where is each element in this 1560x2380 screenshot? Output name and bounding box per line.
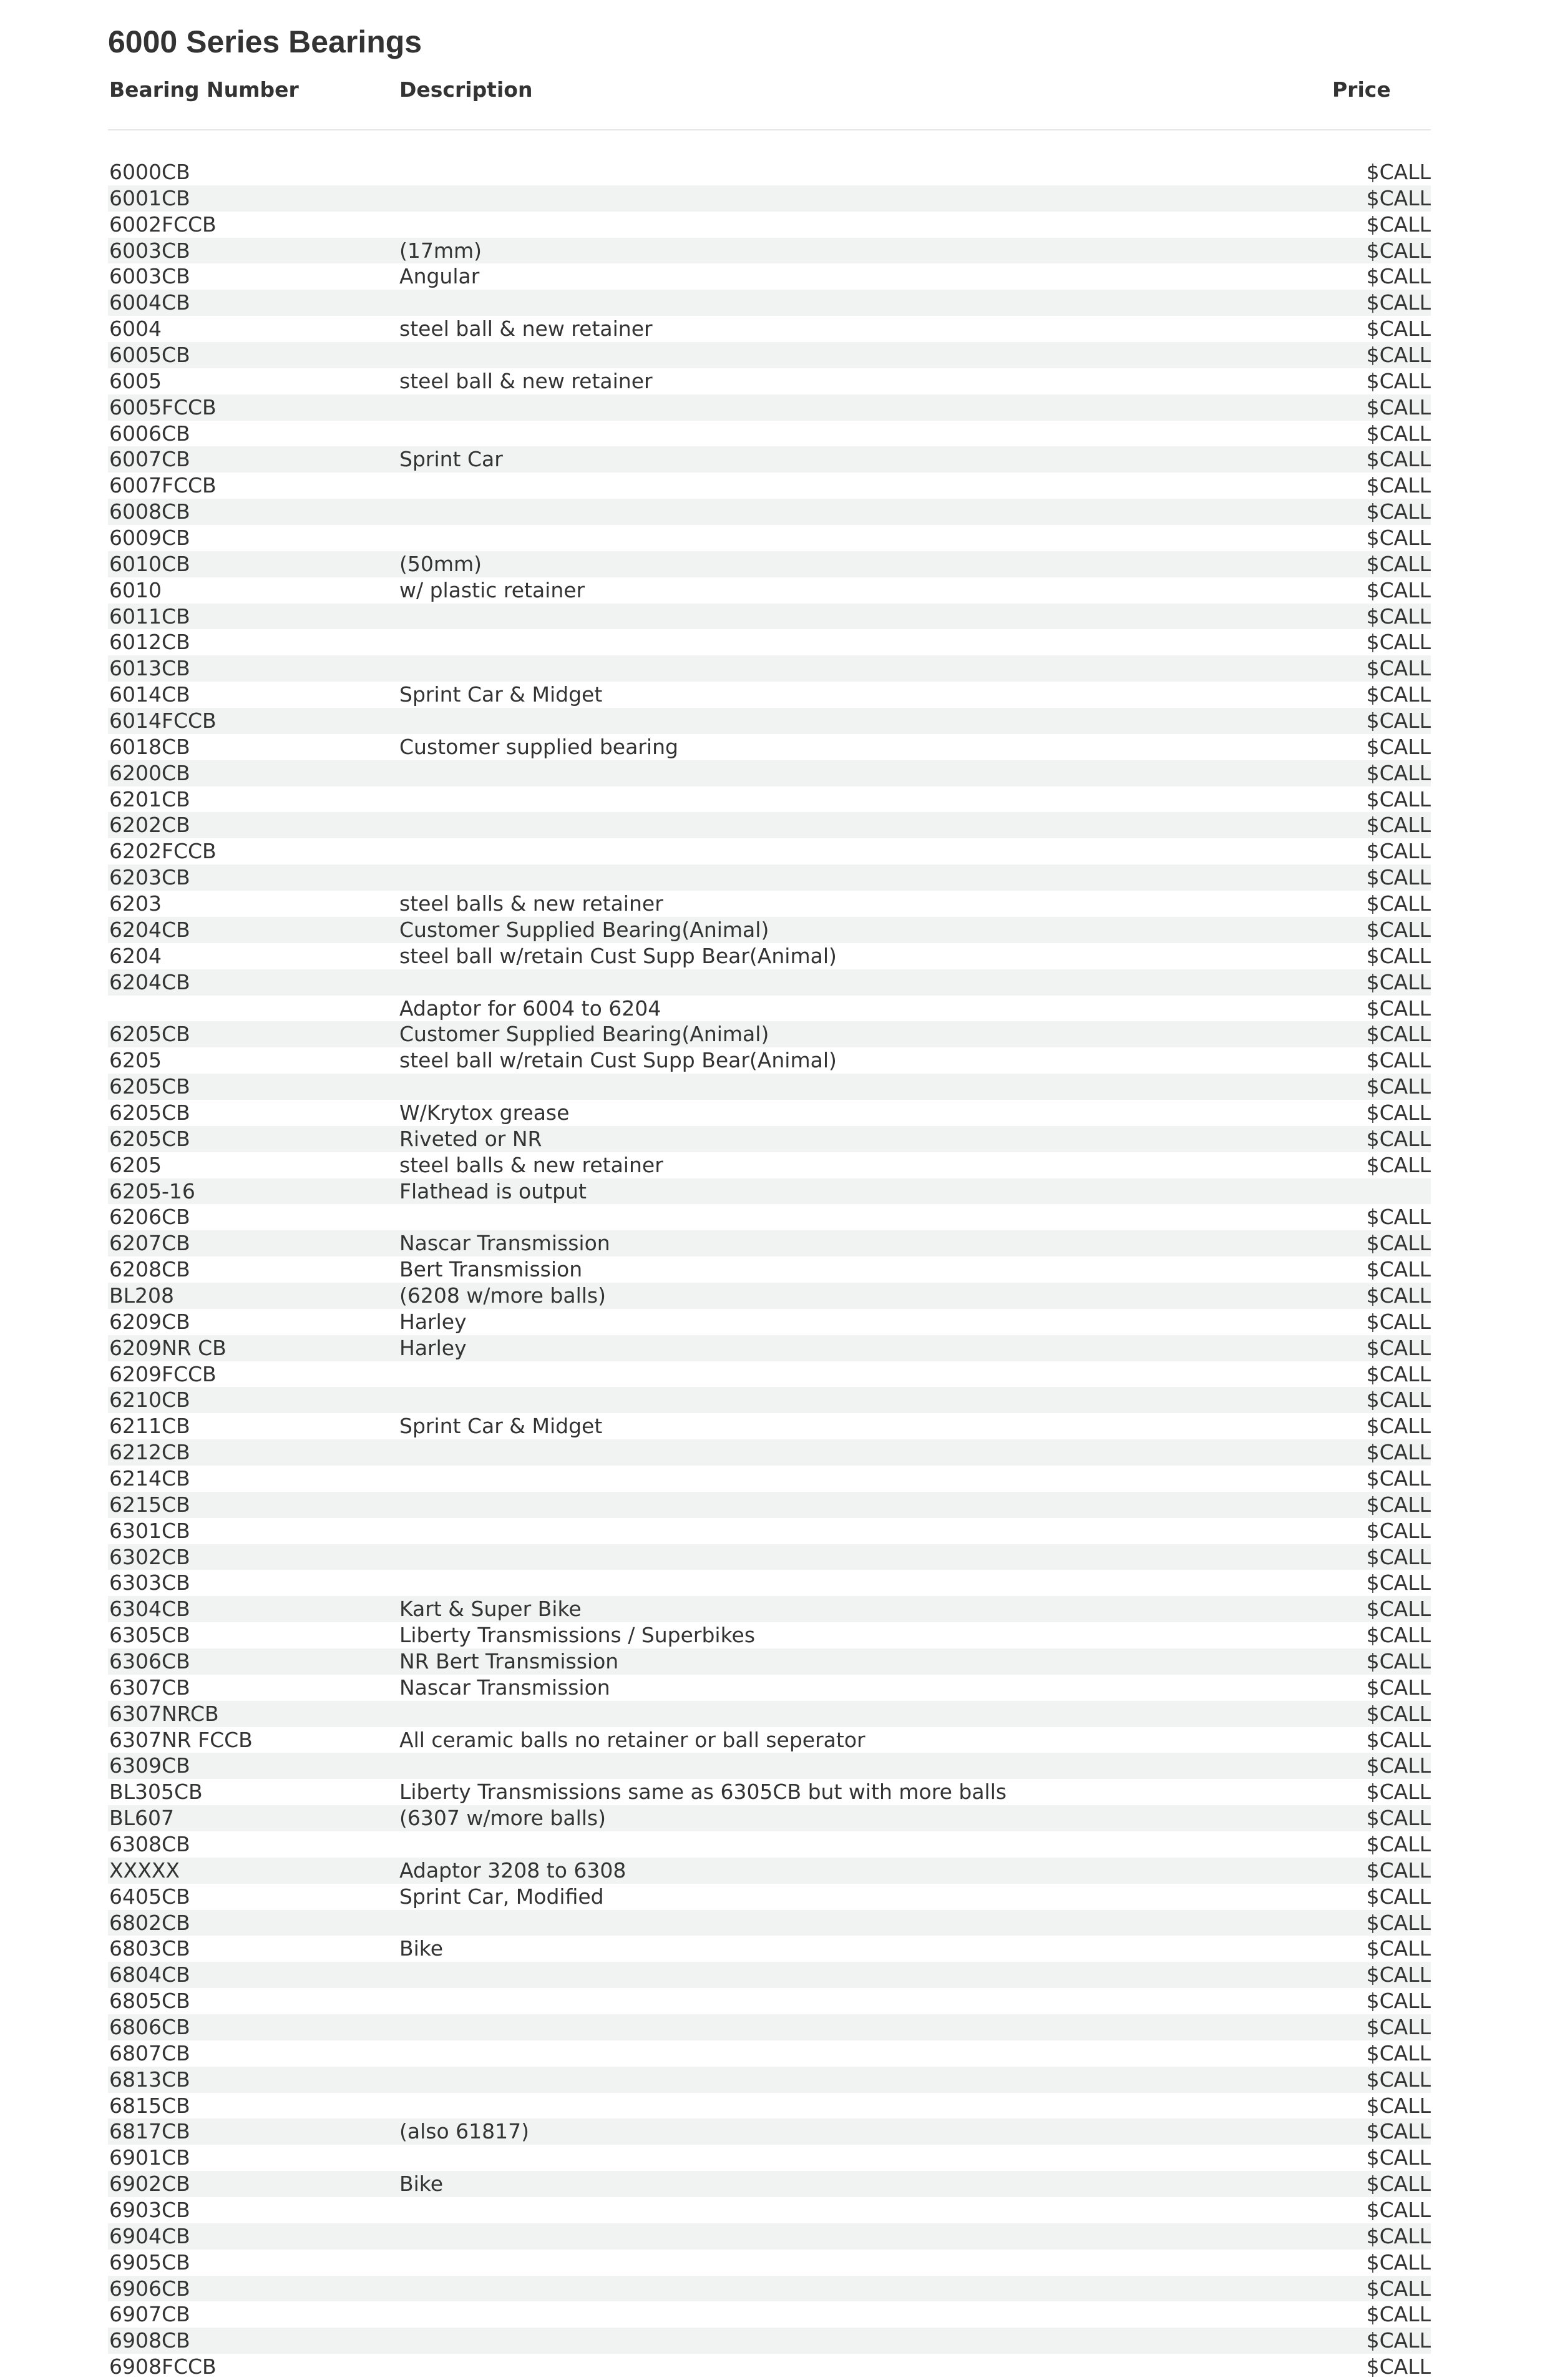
price-cell: $CALL	[1366, 943, 1431, 968]
table-row	[108, 2354, 1431, 2380]
bearing-number-cell: 6200CB	[109, 760, 190, 785]
price-cell: $CALL	[1366, 2328, 1431, 2353]
table-row	[108, 917, 1431, 943]
table-row	[108, 1492, 1431, 1518]
table-row	[108, 1701, 1431, 1727]
description-cell: steel balls & new retainer	[399, 1152, 663, 1177]
price-cell: $CALL	[1366, 160, 1431, 184]
bearing-table-body	[108, 159, 1431, 2380]
table-row	[108, 1753, 1431, 1779]
table-row	[108, 394, 1431, 421]
bearing-number-cell: XXXXX	[109, 1858, 180, 1883]
description-cell: Sprint Car & Midget	[399, 682, 603, 707]
bearing-number-cell: 6807CB	[109, 2040, 190, 2065]
table-row	[108, 1439, 1431, 1466]
bearing-number-cell: 6008CB	[109, 499, 190, 524]
table-row	[108, 1570, 1431, 1596]
bearing-number-cell: 6907CB	[109, 2302, 190, 2327]
table-row	[108, 1021, 1431, 1047]
bearing-number-cell: 6010CB	[109, 551, 190, 576]
description-cell: (6307 w/more balls)	[399, 1806, 606, 1831]
column-header-price: Price	[1332, 77, 1391, 102]
bearing-number-cell: 6908CB	[109, 2328, 190, 2353]
price-cell: $CALL	[1366, 2302, 1431, 2327]
price-cell: $CALL	[1366, 1623, 1431, 1648]
bearing-number-cell: 6202CB	[109, 813, 190, 838]
description-cell: steel balls & new retainer	[399, 891, 663, 916]
bearing-number-cell: 6208CB	[109, 1257, 190, 1282]
price-cell: $CALL	[1366, 1858, 1431, 1883]
table-row	[108, 2223, 1431, 2250]
table-row	[108, 316, 1431, 342]
price-cell: $CALL	[1366, 604, 1431, 629]
description-cell: NR Bert Transmission	[399, 1648, 619, 1673]
table-row	[108, 1361, 1431, 1388]
table-row	[108, 1910, 1431, 1936]
bearing-number-cell: 6009CB	[109, 526, 190, 551]
price-cell: $CALL	[1366, 264, 1431, 289]
bearing-number-cell: 6215CB	[109, 1492, 190, 1517]
price-cell: $CALL	[1366, 1100, 1431, 1125]
table-row	[108, 1413, 1431, 1439]
page-title: 6000 Series Bearings	[108, 24, 422, 59]
table-row	[108, 1622, 1431, 1648]
price-cell: $CALL	[1366, 1074, 1431, 1099]
price-cell: $CALL	[1366, 1884, 1431, 1909]
price-cell: $CALL	[1366, 447, 1431, 472]
price-cell: $CALL	[1366, 1648, 1431, 1673]
price-cell: $CALL	[1366, 1414, 1431, 1439]
bearing-number-cell: 6005CB	[109, 343, 190, 368]
table-row	[108, 604, 1431, 630]
table-row	[108, 2040, 1431, 2067]
price-cell: $CALL	[1366, 734, 1431, 759]
bearing-number-cell: 6307NRCB	[109, 1701, 219, 1726]
description-cell: steel ball w/retain Cust Supp Bear(Animal)	[399, 943, 837, 968]
table-row	[108, 1283, 1431, 1309]
price-cell: $CALL	[1366, 682, 1431, 707]
table-row	[108, 2197, 1431, 2223]
description-cell: Harley	[399, 1335, 467, 1360]
bearing-number-cell: 6904CB	[109, 2223, 190, 2248]
table-row	[108, 185, 1431, 212]
price-cell: $CALL	[1366, 1361, 1431, 1386]
bearing-number-cell: 6210CB	[109, 1388, 190, 1413]
description-cell: (also 61817)	[399, 2119, 529, 2144]
description-cell: Sprint Car	[399, 447, 503, 472]
bearing-number-cell: 6207CB	[109, 1231, 190, 1256]
price-cell: $CALL	[1366, 1727, 1431, 1752]
table-row	[108, 1988, 1431, 2014]
bearing-number-cell: 6405CB	[109, 1884, 190, 1909]
table-row	[108, 760, 1431, 786]
table-row	[108, 2276, 1431, 2302]
table-row	[108, 342, 1431, 368]
bearing-number-cell: 6010	[109, 577, 162, 602]
bearing-number-cell: 6001CB	[109, 185, 190, 210]
table-row	[108, 499, 1431, 525]
table-row	[108, 1100, 1431, 1126]
price-cell: $CALL	[1366, 526, 1431, 551]
column-header-bearing-number: Bearing Number	[109, 77, 299, 102]
price-cell: $CALL	[1366, 1518, 1431, 1543]
table-row	[108, 2301, 1431, 2328]
bearing-number-cell: 6803CB	[109, 1936, 190, 1961]
table-row	[108, 1126, 1431, 1152]
bearing-number-cell: 6211CB	[109, 1414, 190, 1439]
description-cell: (6208 w/more balls)	[399, 1283, 606, 1308]
table-row	[108, 891, 1431, 917]
bearing-number-cell: 6307CB	[109, 1675, 190, 1700]
table-row	[108, 290, 1431, 316]
price-cell: $CALL	[1366, 1936, 1431, 1961]
table-header	[108, 77, 1431, 102]
bearing-number-cell: 6302CB	[109, 1544, 190, 1569]
description-cell: steel ball w/retain Cust Supp Bear(Animal)	[399, 1048, 837, 1073]
column-header-description: Description	[399, 77, 533, 102]
table-row	[108, 1779, 1431, 1805]
bearing-number-cell: 6012CB	[109, 630, 190, 655]
bearing-number-cell: 6906CB	[109, 2276, 190, 2301]
price-cell: $CALL	[1366, 2040, 1431, 2065]
bearing-number-cell: 6806CB	[109, 2015, 190, 2040]
bearing-number-cell: 6902CB	[109, 2172, 190, 2196]
table-row	[108, 577, 1431, 604]
price-cell: $CALL	[1366, 630, 1431, 655]
description-cell: Customer Supplied Bearing(Animal)	[399, 917, 769, 942]
bearing-number-cell: 6802CB	[109, 1910, 190, 1935]
price-cell: $CALL	[1366, 1152, 1431, 1177]
table-row	[108, 525, 1431, 551]
table-row	[108, 2250, 1431, 2276]
table-row	[108, 2171, 1431, 2197]
bearing-number-cell: 6813CB	[109, 2067, 190, 2092]
table-row	[108, 2118, 1431, 2145]
price-cell: $CALL	[1366, 473, 1431, 498]
price-cell: $CALL	[1366, 969, 1431, 994]
price-cell: $CALL	[1366, 499, 1431, 524]
table-row	[108, 996, 1431, 1022]
price-cell: $CALL	[1366, 2172, 1431, 2196]
price-cell: $CALL	[1366, 1989, 1431, 2014]
price-cell: $CALL	[1366, 760, 1431, 785]
header-divider	[108, 129, 1431, 130]
bearing-number-cell: 6205	[109, 1152, 162, 1177]
table-row	[108, 1309, 1431, 1335]
table-row	[108, 1544, 1431, 1570]
price-cell: $CALL	[1366, 917, 1431, 942]
bearing-number-cell: 6007FCCB	[109, 473, 217, 498]
bearing-number-cell: 6815CB	[109, 2093, 190, 2118]
bearing-number-cell: 6201CB	[109, 786, 190, 811]
bearing-number-cell: 6306CB	[109, 1648, 190, 1673]
price-cell: $CALL	[1366, 1753, 1431, 1778]
bearing-number-cell: 6005	[109, 368, 162, 393]
price-cell: $CALL	[1366, 1335, 1431, 1360]
description-cell: Sprint Car & Midget	[399, 1414, 603, 1439]
table-row	[108, 1727, 1431, 1753]
price-cell: $CALL	[1366, 1466, 1431, 1491]
price-cell: $CALL	[1366, 1780, 1431, 1805]
price-cell: $CALL	[1366, 1388, 1431, 1413]
description-cell: Kart & Super Bike	[399, 1597, 582, 1622]
price-cell: $CALL	[1366, 290, 1431, 315]
bearing-number-cell: 6903CB	[109, 2198, 190, 2223]
price-cell: $CALL	[1366, 813, 1431, 838]
table-row	[108, 2067, 1431, 2093]
price-cell: $CALL	[1366, 2093, 1431, 2118]
price-cell: $CALL	[1366, 1048, 1431, 1073]
bearing-number-cell: 6901CB	[109, 2145, 190, 2170]
description-cell: Nascar Transmission	[399, 1231, 610, 1256]
table-row	[108, 159, 1431, 185]
table-row	[108, 2328, 1431, 2354]
price-cell: $CALL	[1366, 1832, 1431, 1856]
bearing-number-cell: 6203	[109, 891, 162, 916]
table-row	[108, 734, 1431, 760]
bearing-number-cell: 6011CB	[109, 604, 190, 629]
price-cell: $CALL	[1366, 996, 1431, 1021]
bearing-number-cell: 6308CB	[109, 1832, 190, 1856]
price-cell: $CALL	[1366, 1701, 1431, 1726]
price-cell: $CALL	[1366, 891, 1431, 916]
bearing-number-cell: BL607	[109, 1806, 175, 1831]
table-row	[108, 1936, 1431, 1962]
description-cell: All ceramic balls no retainer or ball seperator	[399, 1727, 865, 1752]
price-cell: $CALL	[1366, 1675, 1431, 1700]
bearing-number-cell: 6209CB	[109, 1309, 190, 1334]
description-cell: Customer supplied bearing	[399, 734, 678, 759]
description-cell: (50mm)	[399, 551, 482, 576]
table-row	[108, 1962, 1431, 1988]
table-row	[108, 1466, 1431, 1492]
table-row	[108, 1256, 1431, 1283]
bearing-number-cell: 6908FCCB	[109, 2354, 217, 2379]
table-row	[108, 2093, 1431, 2119]
price-cell: $CALL	[1366, 1022, 1431, 1047]
price-cell: $CALL	[1366, 708, 1431, 733]
description-cell: Adaptor 3208 to 6308	[399, 1858, 626, 1883]
price-cell: $CALL	[1366, 1597, 1431, 1622]
table-row	[108, 1831, 1431, 1858]
bearing-number-cell: 6305CB	[109, 1623, 190, 1648]
price-cell: $CALL	[1366, 212, 1431, 237]
bearing-number-cell: 6804CB	[109, 1962, 190, 1987]
bearing-number-cell: 6004	[109, 316, 162, 341]
table-row	[108, 1884, 1431, 1910]
table-row	[108, 1675, 1431, 1701]
bearing-number-cell: 6205CB	[109, 1074, 190, 1099]
price-cell: $CALL	[1366, 343, 1431, 368]
table-row	[108, 786, 1431, 813]
description-cell: Customer Supplied Bearing(Animal)	[399, 1022, 769, 1047]
price-cell: $CALL	[1366, 1570, 1431, 1595]
bearing-number-cell: 6205CB	[109, 1126, 190, 1151]
price-cell: $CALL	[1366, 2145, 1431, 2170]
price-cell: $CALL	[1366, 2276, 1431, 2301]
table-row	[108, 2014, 1431, 2040]
bearing-number-cell: 6004CB	[109, 290, 190, 315]
bearing-number-cell: 6214CB	[109, 1466, 190, 1491]
price-cell: $CALL	[1366, 2198, 1431, 2223]
bearing-number-cell: 6003CB	[109, 264, 190, 289]
price-cell: $CALL	[1366, 2354, 1431, 2379]
table-row	[108, 943, 1431, 969]
price-cell: $CALL	[1366, 1231, 1431, 1256]
bearing-number-cell: 6205CB	[109, 1100, 190, 1125]
bearing-number-cell: 6209NR CB	[109, 1335, 227, 1360]
price-cell: $CALL	[1366, 316, 1431, 341]
description-cell: Liberty Transmissions / Superbikes	[399, 1623, 756, 1648]
price-cell: $CALL	[1366, 865, 1431, 890]
bearing-number-cell: 6209FCCB	[109, 1361, 217, 1386]
bearing-number-cell: 6204CB	[109, 917, 190, 942]
description-cell: (17mm)	[399, 238, 482, 263]
price-cell: $CALL	[1366, 656, 1431, 681]
table-row	[108, 1596, 1431, 1622]
description-cell: Bike	[399, 1936, 444, 1961]
price-cell: $CALL	[1366, 2119, 1431, 2144]
price-cell: $CALL	[1366, 1440, 1431, 1465]
bearing-number-cell: 6204CB	[109, 969, 190, 994]
price-cell: $CALL	[1366, 1544, 1431, 1569]
table-row	[108, 2145, 1431, 2171]
description-cell: steel ball & new retainer	[399, 368, 653, 393]
table-row	[108, 1204, 1431, 1230]
price-cell: $CALL	[1366, 238, 1431, 263]
bearing-number-cell: 6013CB	[109, 656, 190, 681]
price-cell: $CALL	[1366, 1962, 1431, 1987]
bearing-number-cell: 6805CB	[109, 1989, 190, 2014]
bearing-number-cell: 6301CB	[109, 1518, 190, 1543]
price-cell: $CALL	[1366, 2223, 1431, 2248]
price-cell: $CALL	[1366, 2067, 1431, 2092]
description-cell: Angular	[399, 264, 480, 289]
table-row	[108, 1648, 1431, 1675]
table-row	[108, 1387, 1431, 1413]
table-row	[108, 551, 1431, 577]
price-cell: $CALL	[1366, 1126, 1431, 1151]
description-cell: Bert Transmission	[399, 1257, 583, 1282]
description-cell: Adaptor for 6004 to 6204	[399, 996, 661, 1021]
table-row	[108, 1518, 1431, 1544]
table-row	[108, 1335, 1431, 1361]
bearing-number-cell: 6002FCCB	[109, 212, 217, 237]
price-cell: $CALL	[1366, 1257, 1431, 1282]
price-cell: $CALL	[1366, 551, 1431, 576]
description-cell: Liberty Transmissions same as 6305CB but with more balls	[399, 1780, 1007, 1805]
price-cell: $CALL	[1366, 1910, 1431, 1935]
table-row	[108, 629, 1431, 655]
price-cell: $CALL	[1366, 2250, 1431, 2275]
table-row	[108, 969, 1431, 996]
table-row	[108, 838, 1431, 864]
description-cell: Riveted or NR	[399, 1126, 542, 1151]
description-cell: Harley	[399, 1309, 467, 1334]
table-row	[108, 1152, 1431, 1178]
bearing-number-cell: BL305CB	[109, 1780, 203, 1805]
description-cell: Nascar Transmission	[399, 1675, 610, 1700]
bearing-number-cell: 6205-16	[109, 1178, 195, 1203]
price-cell: $CALL	[1366, 1283, 1431, 1308]
table-row	[108, 864, 1431, 891]
table-row	[108, 812, 1431, 838]
bearing-number-cell: 6014CB	[109, 682, 190, 707]
bearing-number-cell: BL208	[109, 1283, 175, 1308]
description-cell: w/ plastic retainer	[399, 577, 585, 602]
table-row	[108, 446, 1431, 473]
table-row	[108, 421, 1431, 447]
table-row	[108, 212, 1431, 238]
bearing-number-cell: 6307NR FCCB	[109, 1727, 253, 1752]
bearing-number-cell: 6005FCCB	[109, 394, 217, 419]
bearing-number-cell: 6014FCCB	[109, 708, 217, 733]
table-row	[108, 1074, 1431, 1100]
table-row	[108, 1047, 1431, 1074]
table-row	[108, 368, 1431, 394]
table-row	[108, 1178, 1431, 1205]
bearing-number-cell: 6205CB	[109, 1022, 190, 1047]
description-cell: W/Krytox grease	[399, 1100, 570, 1125]
price-cell: $CALL	[1366, 577, 1431, 602]
price-cell: $CALL	[1366, 1492, 1431, 1517]
bearing-number-cell: 6309CB	[109, 1753, 190, 1778]
bearing-number-cell: 6000CB	[109, 160, 190, 184]
bearing-number-cell: 6206CB	[109, 1205, 190, 1230]
bearing-number-cell: 6303CB	[109, 1570, 190, 1595]
table-row	[108, 682, 1431, 708]
price-cell: $CALL	[1366, 839, 1431, 864]
bearing-number-cell: 6018CB	[109, 734, 190, 759]
bearing-number-cell: 6007CB	[109, 447, 190, 472]
description-cell: Sprint Car, Modified	[399, 1884, 604, 1909]
price-cell: $CALL	[1366, 421, 1431, 446]
price-cell: $CALL	[1366, 394, 1431, 419]
table-row	[108, 238, 1431, 264]
table-row	[108, 263, 1431, 290]
price-cell: $CALL	[1366, 1309, 1431, 1334]
table-row	[108, 1805, 1431, 1831]
table-row	[108, 655, 1431, 682]
price-cell: $CALL	[1366, 2015, 1431, 2040]
bearing-number-cell: 6304CB	[109, 1597, 190, 1622]
price-cell: $CALL	[1366, 1806, 1431, 1831]
bearing-number-cell: 6203CB	[109, 865, 190, 890]
price-cell: $CALL	[1366, 786, 1431, 811]
price-cell: $CALL	[1366, 185, 1431, 210]
table-row	[108, 708, 1431, 734]
bearing-number-cell: 6006CB	[109, 421, 190, 446]
price-cell: $CALL	[1366, 1205, 1431, 1230]
description-cell: steel ball & new retainer	[399, 316, 653, 341]
table-row	[108, 1230, 1431, 1256]
bearing-number-cell: 6205	[109, 1048, 162, 1073]
bearing-number-cell: 6905CB	[109, 2250, 190, 2275]
description-cell: Bike	[399, 2172, 444, 2196]
bearing-number-cell: 6817CB	[109, 2119, 190, 2144]
bearing-number-cell: 6212CB	[109, 1440, 190, 1465]
table-row	[108, 1858, 1431, 1884]
table-row	[108, 473, 1431, 499]
bearing-number-cell: 6003CB	[109, 238, 190, 263]
bearing-number-cell: 6202FCCB	[109, 839, 217, 864]
bearing-number-cell: 6204	[109, 943, 162, 968]
price-cell: $CALL	[1366, 368, 1431, 393]
description-cell: Flathead is output	[399, 1178, 587, 1203]
